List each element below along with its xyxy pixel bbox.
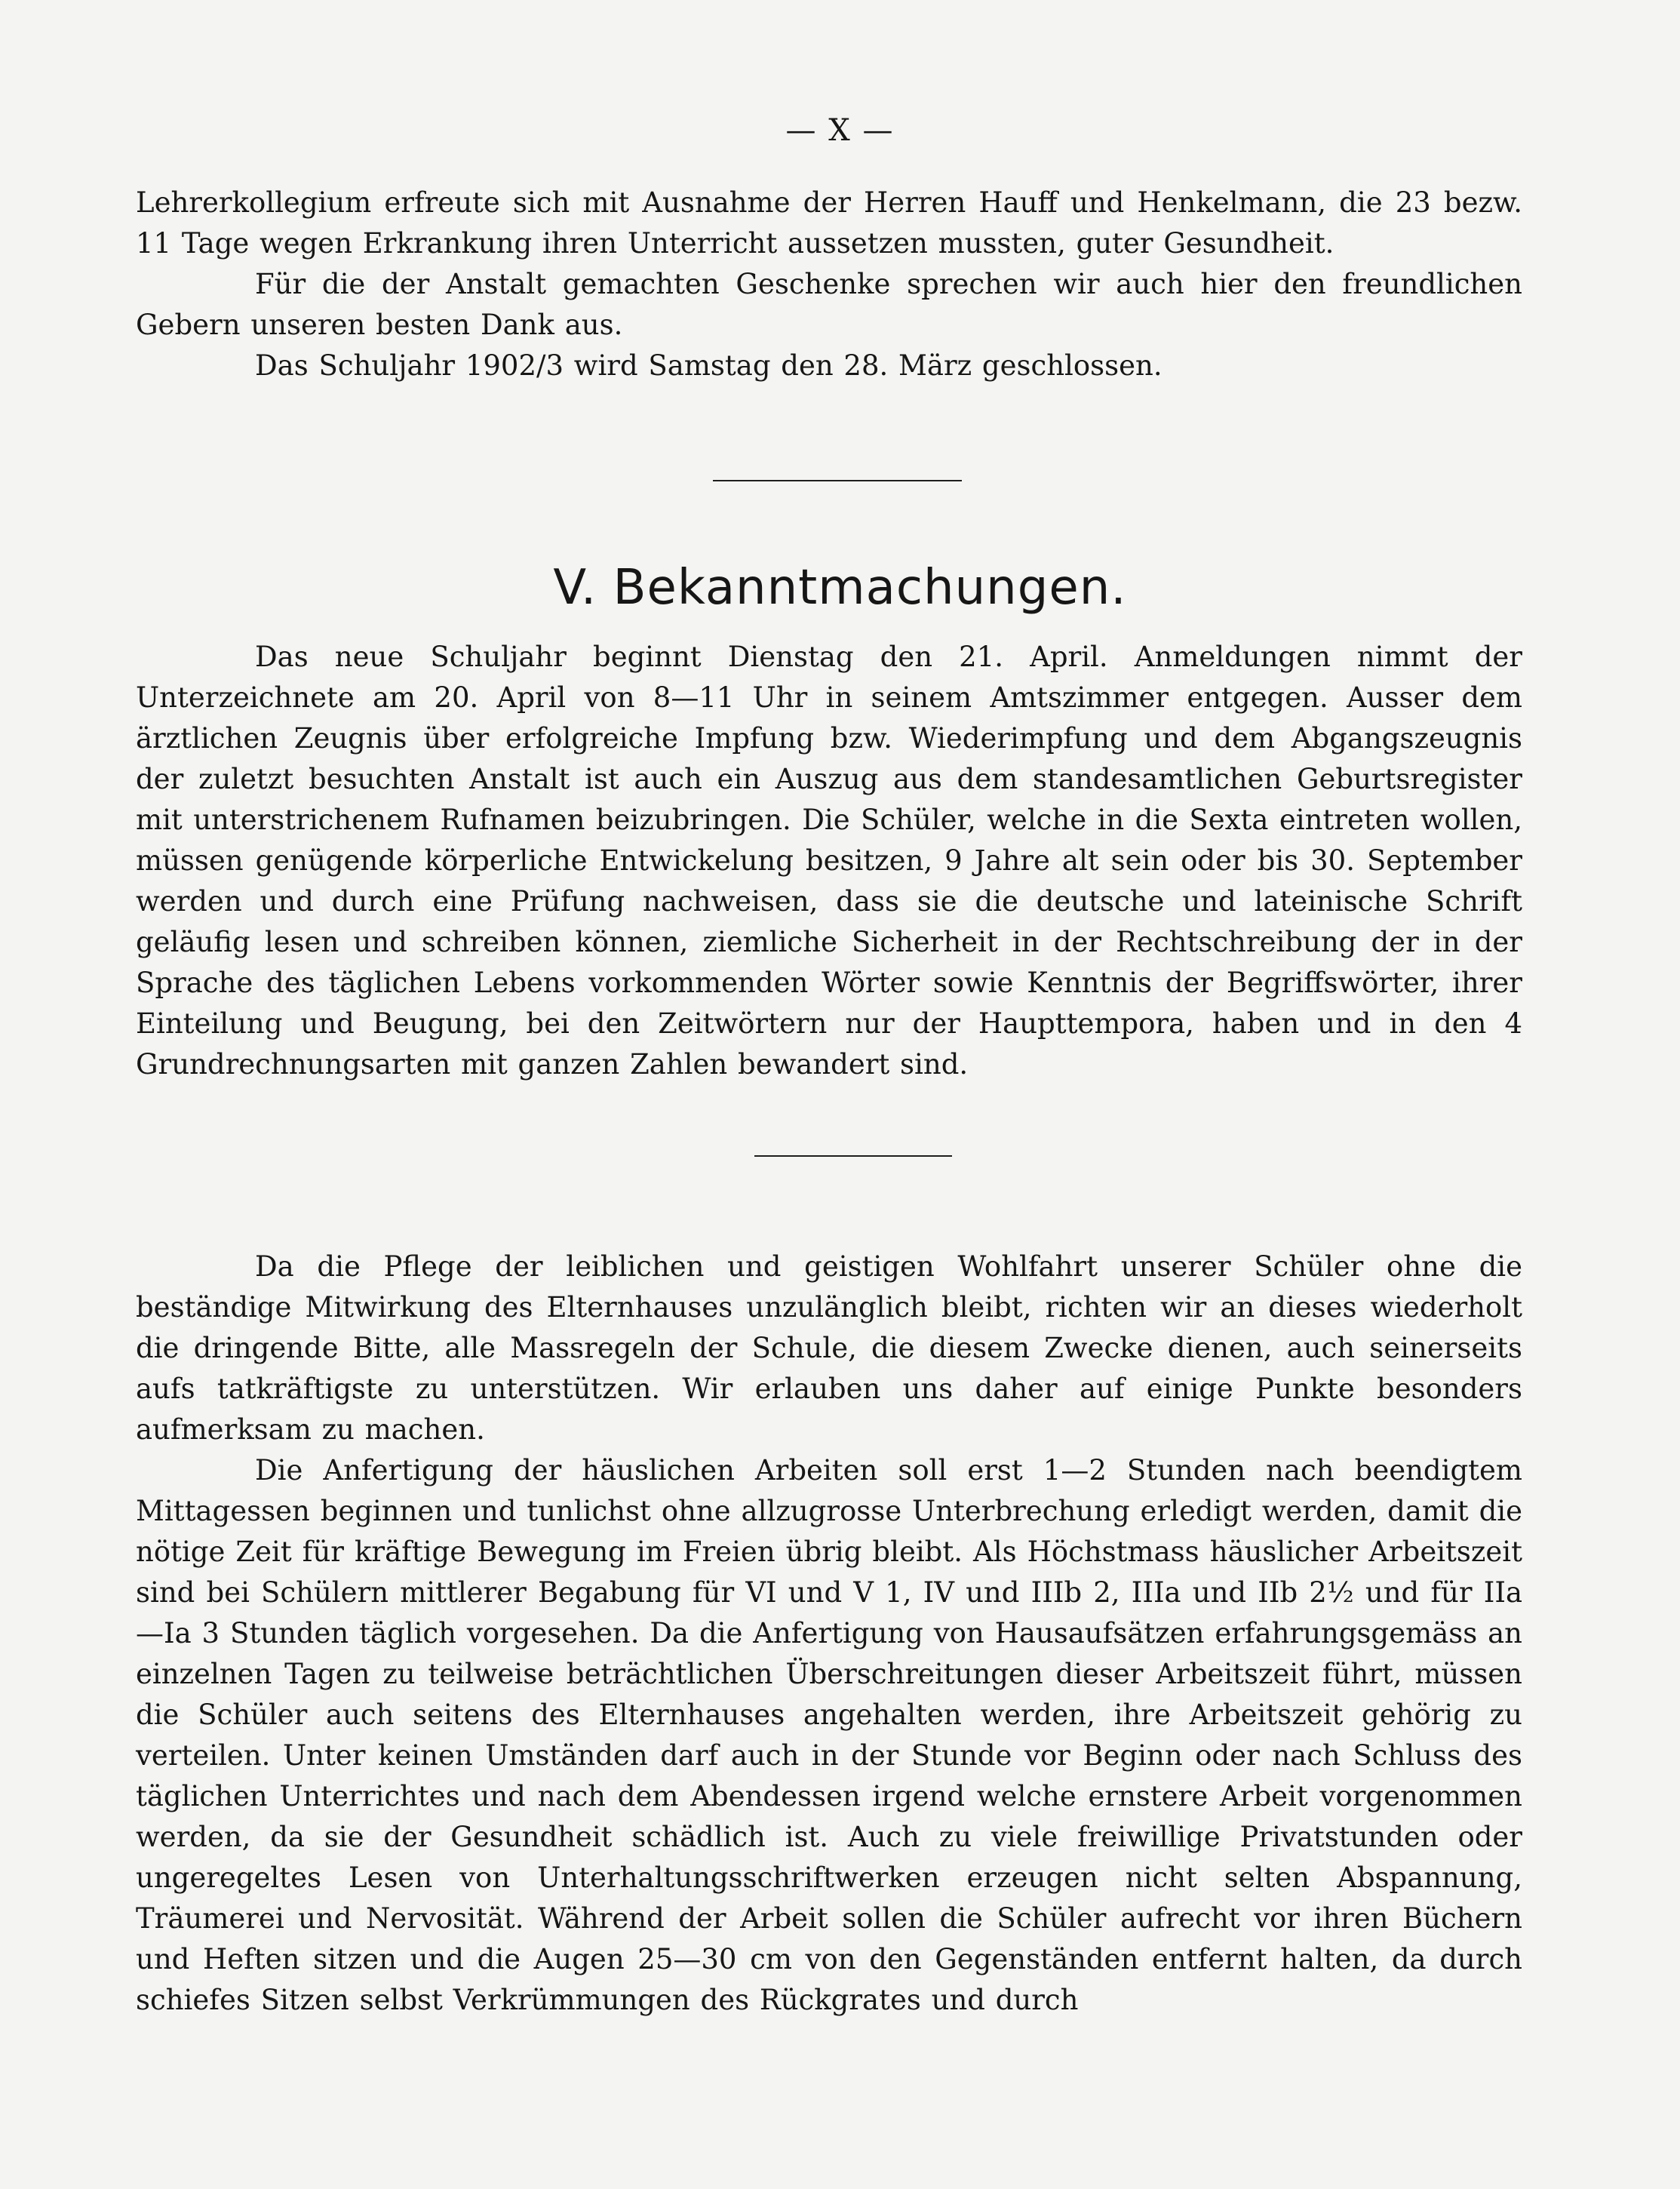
paragraph-homework: Die Anfertigung der häuslichen Arbeiten soll erst 1—2 Stunden nach beendigtem Mittagessen beginnen und tunlichst ohne allzugrosse Unterbrechung erledigt werden, damit die nötige Zeit für kräftige Bewegung im Freien übrig bleibt. Als Höchstmass häuslicher Arbeitszeit sind bei Schülern mittlerer Begabung für VI und V 1, IV und IIIb 2, IIIa und IIb 2½ und für IIa—Ia 3 Stunden täglich vorgesehen. Da die Anfertigung von Hausaufsätzen erfahrungsgemäss an einzelnen Tagen zu teilweise beträchtlichen Überschreitungen dieser Arbeitszeit führt, müssen die Schüler auch seitens des Elternhauses angehalten werden, ihre Arbeitszeit gehörig zu verteilen. Unter keinen Umständen darf auch in der Stunde vor Beginn oder nach Schluss des täglichen Unterrichtes und nach dem Abendessen irgend welche ernstere Arbeit vorgenommen werden, da sie der Gesundheit schädlich ist. Auch zu viele freiwillige Privatstunden oder ungeregeltes Lesen von Unterhaltungsschriftwerken erzeugen nicht selten Abspannung, Träumerei und Nervosität. Während der Arbeit sollen die Schüler aufrecht vor ihren Büchern und Heften sitzen und die Augen 25—30 cm von den Gegenständen entfernt halten, da durch schiefes Sitzen selbst Verkrümmungen des Rückgrates und durch xyxy=(136,1454,1522,2016)
paragraph-enrollment: Das neue Schuljahr beginnt Dienstag den 21. April. Anmeldungen nimmt der Unterzeichnete am 20. April von 8—11 Uhr in seinem Amtszimmer entgegen. Ausser dem ärztlichen Zeugnis über erfolgreiche Impfung bzw. Wiederimpfung und dem Abgangszeugnis der zuletzt besuchten Anstalt ist auch ein Auszug aus dem standesamtlichen Geburtsregister mit unterstrichenem Rufnamen beizubringen. Die Schüler, welche in die Sexta eintreten wollen, müssen genügende körperliche Entwickelung besitzen, 9 Jahre alt sein oder bis 30. September werden und durch eine Prüfung nachweisen, dass sie die deutsche und lateinische Schrift geläufig lesen und schreiben können, ziemliche Sicherheit in der Rechtschreibung der in der Sprache des täglichen Lebens vorkommenden Wörter sowie Kenntnis der Begriffswörter, ihrer Einteilung und Beugung, bei den Zeitwörtern nur der Haupttempora, haben und in den 4 Grundrechnungsarten mit ganzen Zahlen bewandert sind. xyxy=(136,641,1522,1081)
paragraph-thanks: Für die der Anstalt gemachten Geschenke sprechen wir auch hier den freundlichen Gebern unseren besten Dank aus. xyxy=(136,268,1522,341)
bottom-text-block xyxy=(136,1247,1522,2021)
separator-rule xyxy=(754,1155,952,1157)
top-text-block xyxy=(136,183,1522,386)
section-heading: V. Bekanntmachungen. xyxy=(553,560,1127,616)
announcements-text-block xyxy=(136,637,1522,1085)
paragraph-school-year-end: Das Schuljahr 1902/3 wird Samstag den 28. März geschlossen. xyxy=(255,349,1162,382)
paragraph-health: Lehrerkollegium erfreute sich mit Ausnahme der Herren Hauff und Henkelmann, die 23 bezw. 11 Tage wegen Erkrankung ihren Unterricht aussetzen mussten, guter Gesundheit. xyxy=(136,186,1522,260)
separator-rule xyxy=(713,480,962,481)
paragraph-cooperation: Da die Pflege der leiblichen und geistigen Wohlfahrt unserer Schüler ohne die beständige Mitwirkung des Elternhauses unzulänglich bleibt, richten wir an dieses wiederholt die dringende Bitte, alle Massregeln der Schule, die diesem Zwecke dienen, auch seinerseits aufs tatkräftigste zu unterstützen. Wir erlauben uns daher auf einige Punkte besonders aufmerksam zu machen. xyxy=(136,1250,1522,1446)
page-number: — X — xyxy=(785,113,895,148)
